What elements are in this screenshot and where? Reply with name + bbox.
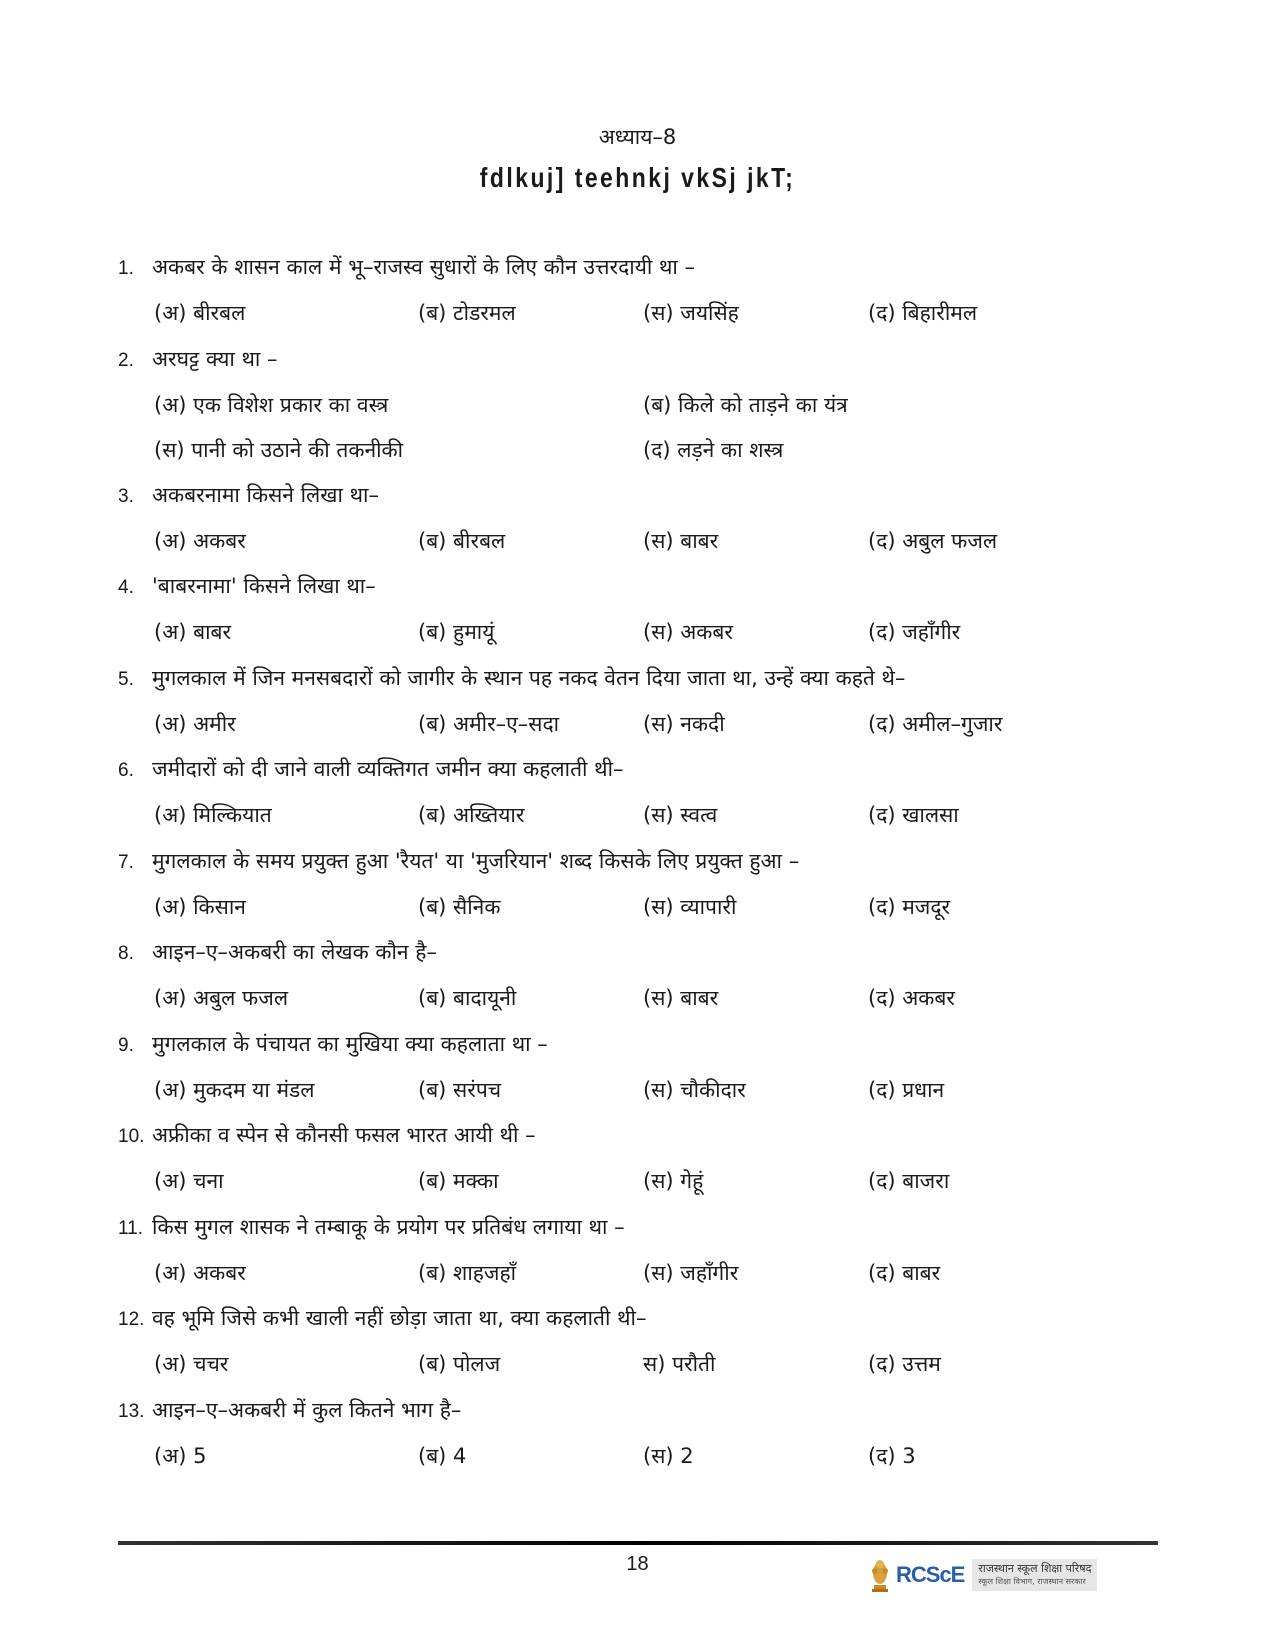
option-b: (ब) अख्तियार: [418, 803, 525, 827]
option-d: (द) 3: [868, 1443, 916, 1468]
option-b: (ब) बादायूनी: [418, 986, 517, 1010]
question-text: [118, 663, 1178, 709]
question-3: [118, 480, 1178, 572]
options-row: [118, 390, 1178, 435]
logo-brand: RCScE: [896, 1562, 965, 1587]
question-label: अफ्रीका व स्पेन से कौनसी फसल भारत आयी थी –: [152, 1123, 536, 1147]
question-label: मुगलकाल में जिन मनसबदारों को जागीर के स्थान पह नकद वेतन दिया जाता था, उन्हें क्या कहते थे–: [152, 665, 906, 690]
option-a: (अ) अकबर: [154, 528, 246, 553]
option-c: (स) अकबर: [643, 620, 734, 644]
options-row: [118, 298, 1178, 343]
question-number: 11.: [118, 1217, 144, 1239]
question-label: आइन–ए–अकबरी में कुल कितने भाग है–: [152, 1397, 462, 1422]
options-row: [118, 1166, 1178, 1211]
question-label: वह भूमि जिसे कभी खाली नहीं छोड़ा जाता था, क्या कहलाती थी–: [152, 1306, 647, 1330]
option-d: (द) अमील–गुजार: [868, 711, 1003, 736]
option-b: (ब) मक्का: [418, 1169, 499, 1193]
question-number: 1.: [118, 258, 134, 279]
options-row: [118, 1441, 1178, 1486]
question-number: 6.: [118, 760, 134, 781]
options-row: [118, 800, 1178, 845]
option-b: (ब) सरंपच: [418, 1077, 502, 1102]
question-4: [118, 571, 1178, 663]
option-d: (द) प्रधान: [868, 1077, 945, 1102]
option-a: (अ) अकबर: [154, 1260, 246, 1285]
question-number: 9.: [118, 1034, 134, 1056]
options-row: [118, 526, 1178, 571]
options-row: [118, 983, 1178, 1028]
page-number: 18: [626, 1553, 649, 1575]
question-number: 10.: [118, 1126, 145, 1147]
options-row: [118, 892, 1178, 937]
question-label: किस मुगल शासक ने तम्बाकू के प्रयोग पर प्रतिबंध लगाया था –: [152, 1214, 625, 1239]
option-c: (स) व्यापारी: [643, 894, 737, 919]
option-c: (स) स्वत्व: [643, 803, 718, 827]
question-text: [118, 754, 1178, 800]
option-c: (स) जहाँगीर: [643, 1260, 739, 1285]
question-label: 'बाबरनामा' किसने लिखा था–: [152, 574, 376, 598]
question-8: [118, 937, 1178, 1029]
options-row: [118, 435, 1178, 480]
option-d: (द) जहाँगीर: [868, 620, 961, 644]
option-a: (अ) मिल्कियात: [154, 803, 272, 827]
option-b: (ब) पोलज: [418, 1352, 501, 1376]
logo-line-2: स्कूल शिक्षा विभाग, राजस्थान सरकार: [978, 1577, 1086, 1586]
option-d: (द) बिहारीमल: [868, 301, 978, 325]
rcsce-logo: [868, 1553, 1138, 1597]
question-13: [118, 1395, 1178, 1487]
option-a: (अ) चना: [154, 1169, 224, 1193]
option-a: (अ) अबुल फजल: [154, 986, 289, 1010]
question-text: [118, 1120, 1178, 1166]
question-10: [118, 1120, 1178, 1212]
question-12: [118, 1303, 1178, 1395]
options-row: [118, 1258, 1178, 1303]
option-b: (ब) हुमायूं: [418, 620, 495, 644]
option-d: (द) लड़ने का शस्त्र: [643, 437, 784, 462]
question-list: [118, 252, 1178, 1486]
option-a: (अ) 5: [154, 1443, 207, 1468]
question-9: [118, 1029, 1178, 1121]
option-d: (द) मजदूर: [868, 894, 951, 919]
option-a: (अ) चचर: [154, 1352, 229, 1376]
question-text: [118, 846, 1178, 892]
question-7: [118, 846, 1178, 938]
option-c: (स) गेहूं: [643, 1169, 704, 1193]
option-b: (ब) 4: [418, 1443, 467, 1468]
question-number: 2.: [118, 349, 134, 371]
option-d: (द) खालसा: [868, 803, 959, 827]
option-a: (अ) किसान: [154, 894, 246, 919]
question-text: [118, 344, 1178, 390]
options-row: [118, 709, 1178, 754]
option-d: (द) अकबर: [868, 986, 955, 1010]
question-text: [118, 252, 1178, 298]
question-2: [118, 344, 1178, 480]
logo-line-1: राजस्थान स्कूल शिक्षा परिषद: [978, 1562, 1092, 1575]
option-d: (द) अबुल फजल: [868, 528, 998, 553]
option-c: (स) जयसिंह: [643, 301, 739, 325]
options-row: [118, 1075, 1178, 1120]
option-b: (ब) सैनिक: [418, 894, 501, 919]
question-text: [118, 1395, 1178, 1441]
question-label: मुगलकाल के समय प्रयुक्त हुआ 'रैयत' या 'मुजरियान' शब्द किसके लिए प्रयुक्त हुआ –: [152, 848, 800, 873]
question-label: जमीदारों को दी जाने वाली व्यक्तिगत जमीन क्या कहलाती थी–: [152, 757, 624, 781]
options-row: [118, 1349, 1178, 1394]
option-c: (स) नकदी: [643, 711, 725, 736]
option-c: (स) बाबर: [643, 986, 719, 1010]
option-c: (स) पानी को उठाने की तकनीकी: [154, 437, 404, 462]
question-label: अकबर के शासन काल में भू–राजस्व सुधारों के लिए कौन उत्तरदायी था –: [152, 255, 696, 279]
question-text: [118, 480, 1178, 526]
question-number: 5.: [118, 668, 134, 690]
option-a: (अ) बीरबल: [154, 301, 246, 325]
logo-text: [972, 1559, 1097, 1591]
option-d: (द) उत्तम: [868, 1352, 941, 1376]
question-number: 8.: [118, 943, 134, 964]
option-a: (अ) एक विशेश प्रकार का वस्त्र: [154, 392, 389, 417]
option-c: स) परौती: [643, 1352, 716, 1376]
question-label: अरघट्ट क्या था –: [152, 346, 278, 371]
question-label: मुगलकाल के पंचायत का मुखिया क्या कहलाता था –: [152, 1031, 548, 1056]
question-text: [118, 1029, 1178, 1075]
question-11: [118, 1212, 1178, 1304]
option-b: (ब) शाहजहाँ: [418, 1260, 517, 1285]
option-c: (स) बाबर: [643, 528, 719, 553]
question-number: 4.: [118, 577, 134, 598]
question-number: 7.: [118, 851, 134, 873]
question-number: 3.: [118, 485, 134, 507]
option-b: (ब) टोडरमल: [418, 301, 516, 325]
question-6: [118, 754, 1178, 846]
chapter-title: fdlkuj] teehnkj vkSj jkT;: [479, 162, 796, 193]
question-text: [118, 571, 1178, 617]
option-a: (अ) अमीर: [154, 711, 236, 736]
option-d: (द) बाजरा: [868, 1169, 950, 1193]
question-label: अकबरनामा किसने लिखा था–: [152, 482, 379, 507]
question-label: आइन–ए–अकबरी का लेखक कौन है–: [152, 940, 437, 964]
options-row: [118, 617, 1178, 662]
option-b: (ब) अमीर–ए–सदा: [418, 711, 560, 736]
question-number: 13.: [118, 1400, 145, 1422]
ashoka-emblem-icon: [868, 1555, 892, 1595]
option-c: (स) 2: [643, 1443, 694, 1468]
option-b: (ब) किले को ताड़ने का यंत्र: [643, 392, 848, 417]
question-text: [118, 1212, 1178, 1258]
question-5: [118, 663, 1178, 755]
footer-divider: [118, 1541, 1158, 1545]
option-c: (स) चौकीदार: [643, 1077, 746, 1102]
option-b: (ब) बीरबल: [418, 528, 506, 553]
option-a: (अ) मुकदम या मंडल: [154, 1077, 315, 1102]
option-d: (द) बाबर: [868, 1260, 941, 1285]
question-1: [118, 252, 1178, 344]
chapter-heading: अध्याय–8: [598, 125, 677, 149]
option-a: (अ) बाबर: [154, 620, 232, 644]
question-text: [118, 1303, 1178, 1349]
question-text: [118, 937, 1178, 983]
question-number: 12.: [118, 1309, 145, 1330]
